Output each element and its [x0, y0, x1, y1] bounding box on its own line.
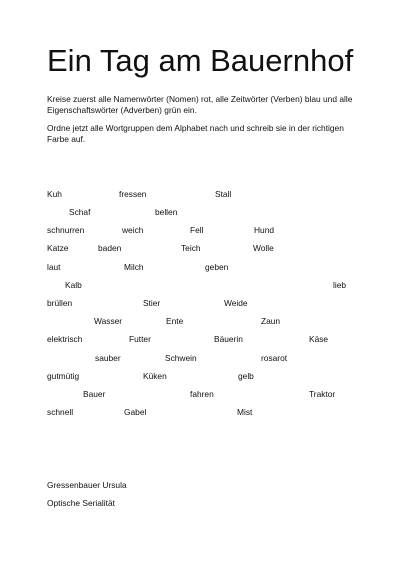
- word-item: Gabel: [124, 407, 147, 417]
- word-item: elektrisch: [47, 334, 83, 344]
- word-item: lieb: [333, 280, 347, 290]
- word-item: schnurren: [47, 225, 85, 235]
- word-item: laut: [47, 262, 61, 272]
- word-item: Ente: [166, 316, 184, 326]
- instruction-paragraph-1: Kreise zuerst alle Namenwörter (Nomen) rot, alle Zeitwörter (Verben) blau und alle Eigenschaftswörter (Adverben) grün ein.: [47, 94, 353, 115]
- word-item: Kalb: [65, 280, 82, 290]
- word-item: Stall: [215, 189, 232, 199]
- word-item: Schaf: [69, 207, 91, 217]
- word-item: Bauer: [83, 389, 106, 399]
- word-item: Fell: [190, 225, 204, 235]
- word-item: gutmütig: [47, 371, 80, 381]
- word-item: baden: [98, 243, 122, 253]
- footer-series: Optische Serialität: [47, 498, 115, 508]
- word-item: brüllen: [47, 298, 73, 308]
- word-item: Traktor: [309, 389, 336, 399]
- word-item: Schwein: [165, 353, 197, 363]
- instruction-paragraph-2: Ordne jetzt alle Wortgruppen dem Alphabet nach und schreib sie in der richtigen Farbe auf.: [47, 123, 344, 144]
- word-item: fahren: [190, 389, 214, 399]
- word-item: Küken: [143, 371, 167, 381]
- word-item: Mist: [237, 407, 253, 417]
- footer-author: Gressenbauer Ursula: [47, 480, 127, 490]
- word-item: sauber: [95, 353, 121, 363]
- word-item: Milch: [124, 262, 144, 272]
- word-item: Hund: [254, 225, 275, 235]
- word-item: rosarot: [261, 353, 288, 363]
- word-item: Käse: [309, 334, 329, 344]
- word-item: weich: [122, 225, 144, 235]
- word-item: fressen: [119, 189, 147, 199]
- word-item: geben: [205, 262, 229, 272]
- word-item: Futter: [129, 334, 151, 344]
- word-item: Teich: [181, 243, 201, 253]
- word-item: Weide: [224, 298, 248, 308]
- word-item: Wasser: [94, 316, 123, 326]
- word-item: Wolle: [253, 243, 274, 253]
- word-item: bellen: [155, 207, 178, 217]
- word-item: Kuh: [47, 189, 62, 199]
- page-title: Ein Tag am Bauernhof: [47, 43, 354, 78]
- word-item: Zaun: [261, 316, 281, 326]
- word-item: Stier: [143, 298, 161, 308]
- word-item: Katze: [47, 243, 69, 253]
- word-item: gelb: [238, 371, 254, 381]
- word-item: Bäuerin: [214, 334, 243, 344]
- word-item: schnell: [47, 407, 74, 417]
